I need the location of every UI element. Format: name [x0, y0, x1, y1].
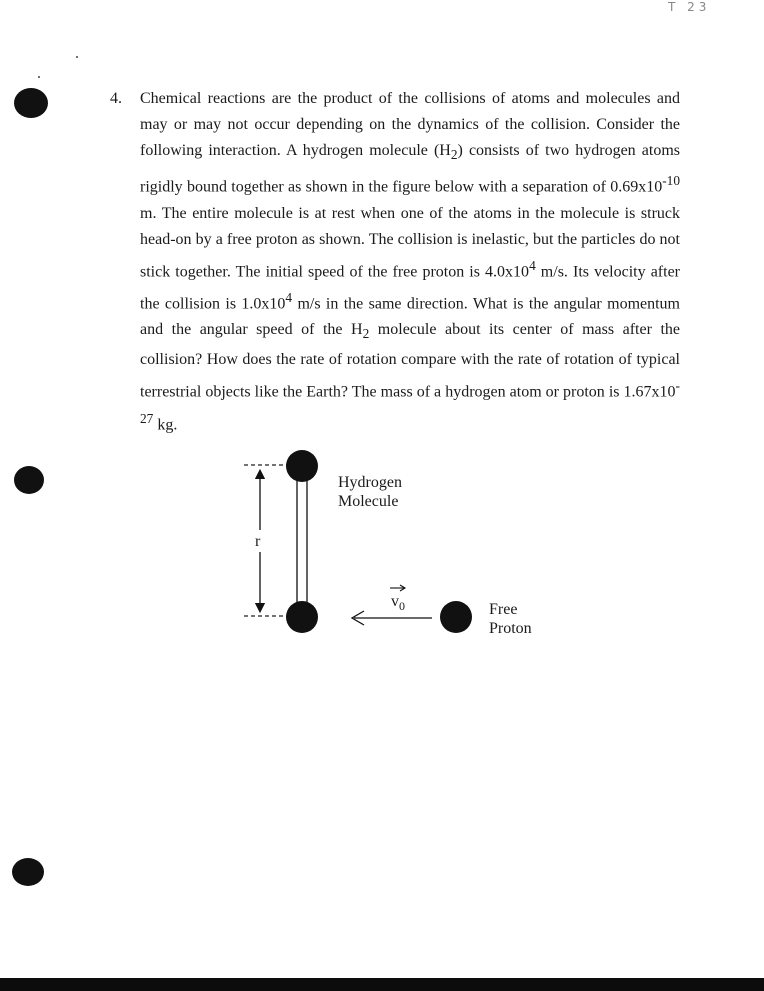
statement-part: m/s in the same direction. What is the angular momentum and the angular speed of the H: [140, 295, 681, 339]
proton-label-line1: Free: [489, 601, 518, 618]
velocity-label: [391, 592, 405, 616]
molecule-label-line1: Hydrogen: [338, 474, 402, 491]
proton-label: [489, 600, 532, 638]
free-proton: [440, 601, 472, 633]
statement-part: m/s. Its velocity after the collision is 1.0x10: [140, 262, 681, 313]
velocity-symbol: v: [391, 593, 399, 610]
molecule-label: [338, 473, 402, 511]
superscript: -27: [140, 378, 680, 426]
superscript: -10: [662, 173, 680, 189]
subscript: 2: [362, 326, 370, 342]
statement-part: kg.: [153, 416, 178, 434]
page-mark: T 23: [668, 0, 711, 14]
velocity-subscript: 0: [399, 599, 405, 614]
hydrogen-atom-bottom: [286, 601, 318, 633]
separation-label: r: [255, 533, 261, 550]
problem-number: 4.: [110, 90, 122, 107]
superscript: 4: [285, 289, 293, 305]
proton-label-line2: Proton: [489, 620, 532, 637]
scan-edge-bar: [0, 978, 764, 991]
statement-part: Chemical reactions are the product of the collisions of atoms and molecules and may or may not occur depending on the dynamics of the collision. Consider the following interaction. A hydrogen molecule (H: [140, 90, 680, 159]
subscript: 2: [450, 147, 458, 163]
statement-part: molecule about its center of mass after the collision? How does the rate of rotation compare with the rate of rotation of typical terrestrial objects like the Earth? The mass of a hydrogen atom or proton is 1.67x10: [140, 321, 681, 401]
hydrogen-atom-top: [286, 450, 318, 482]
statement-part: m. The entire molecule is at rest when one of the atoms in the molecule is struck head-on by a free proton as shown. The collision is inelastic, but the particles do not stick together. The initial speed of the free proton is 4.0x10: [140, 204, 680, 280]
superscript: 4: [529, 257, 536, 273]
statement-part: ) consists of two hydrogen atoms rigidly bound together as shown in the figure below with a separation of 0.69x10: [140, 142, 680, 196]
molecule-label-line2: Molecule: [338, 493, 399, 510]
